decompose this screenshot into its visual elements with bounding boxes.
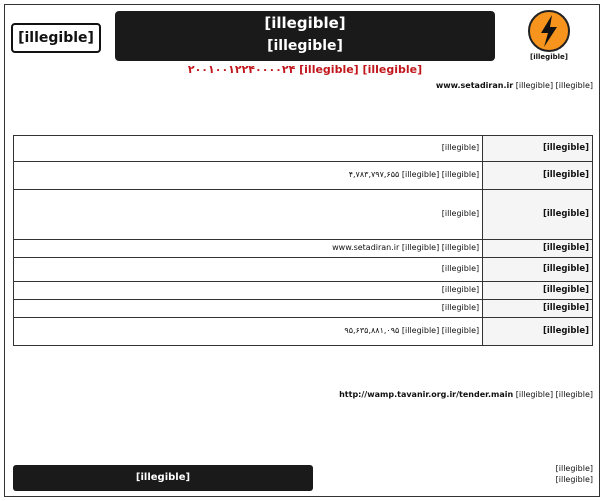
tender-details-table <box>13 135 593 346</box>
intro-text: [illegible] <box>555 81 593 90</box>
row-label: [illegible] <box>483 258 593 282</box>
row-value: [illegible] ۴,۷۸۳,۷۹۷,۶۵۵ [illegible] <box>14 162 483 190</box>
company-name-caption: [illegible] <box>530 53 568 61</box>
row-value: [illegible] <box>14 258 483 282</box>
tavanir-tender-link[interactable]: http://wamp.tavanir.org.ir/tender.main <box>339 390 514 399</box>
row-label: [illegible] <box>483 162 593 190</box>
row-label: [illegible] <box>483 318 593 346</box>
row-value: [illegible] <box>14 136 483 162</box>
table-row <box>14 282 593 300</box>
footer-tail: [illegible] <box>515 390 554 399</box>
table-row <box>14 162 593 190</box>
intro-tail: [illegible] <box>515 81 554 90</box>
publication-dates <box>325 463 593 493</box>
row-value: [illegible] www.setadiran.ir [illegible] <box>14 240 483 258</box>
table-row <box>14 318 593 346</box>
table-row <box>14 300 593 318</box>
row-label: [illegible] <box>483 300 593 318</box>
intro-paragraph <box>13 81 593 133</box>
turn-badge: [illegible] <box>11 23 101 53</box>
setad-site-link[interactable]: www.setadiran.ir <box>435 81 514 90</box>
company-logo <box>505 9 593 71</box>
footer-paragraph <box>13 390 593 462</box>
public-relations-band: [illegible] <box>13 465 313 491</box>
table-row <box>14 136 593 162</box>
row-value: [illegible] <box>14 282 483 300</box>
publication-date-line1: [illegible] <box>555 464 593 473</box>
row-label: [illegible] <box>483 282 593 300</box>
publication-date-line2: [illegible] <box>555 475 593 484</box>
row-label: [illegible] <box>483 240 593 258</box>
notice-title-line2: [illegible] <box>267 38 343 54</box>
row-value: [illegible] <box>14 300 483 318</box>
notice-header <box>5 5 599 75</box>
notice-title-band <box>115 11 495 61</box>
row-label: [illegible] <box>483 190 593 240</box>
table-row <box>14 190 593 240</box>
row-value: [illegible] <box>14 190 483 240</box>
tender-notice <box>4 4 600 497</box>
power-company-logo-icon <box>527 9 571 53</box>
row-label: [illegible] <box>483 136 593 162</box>
notice-title-line1: [illegible] <box>264 14 346 32</box>
footer-text: [illegible] <box>555 390 593 399</box>
table-row <box>14 240 593 258</box>
table-row <box>14 258 593 282</box>
setad-registration-number: [illegible] ۲۰۰۱۰۰۱۲۲۴۰۰۰۰۲۴ [illegible] <box>187 63 423 76</box>
row-value: [illegible] ۹۵,۶۳۵,۸۸۱,۰۹۵ [illegible] <box>14 318 483 346</box>
